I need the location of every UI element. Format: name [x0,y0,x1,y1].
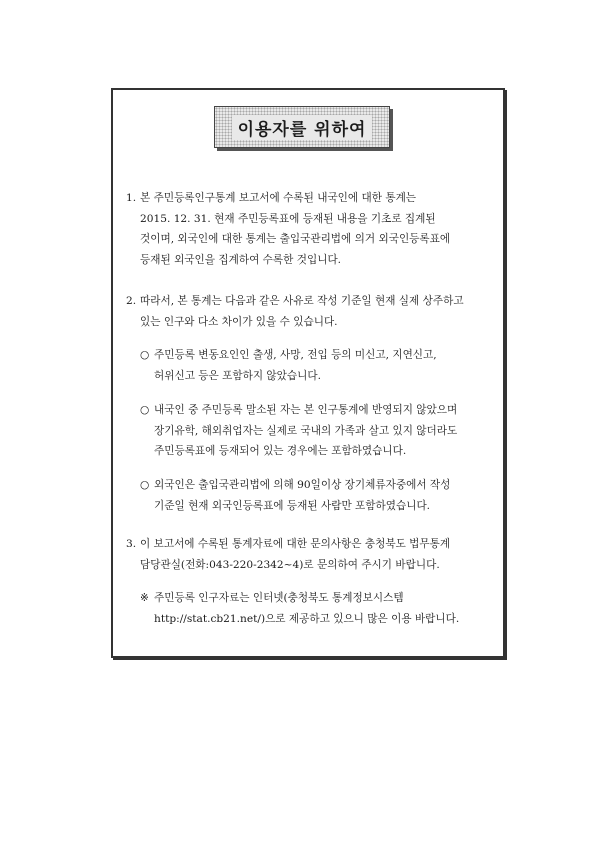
item-2 [126,291,464,332]
item-2-line: 있는 인구와 다소 차이가 있을 수 있습니다. [140,315,338,328]
bullet-1 [140,345,437,386]
reference-note [140,588,460,629]
circle-bullet-icon: ○ [140,404,150,416]
item-3-line: 담당관실(전화:043-220-2342~4)로 문의하여 주시기 바랍니다. [140,558,440,571]
item-3-line: 이 보고서에 수록된 통계자료에 대한 문의사항은 충청북도 법무통계 [140,538,451,550]
bullet-line: 주민등록표에 등재되어 있는 경우에는 포함하였습니다. [154,445,407,457]
bullet-line: 장기유학, 해외취업자는 실제로 국내의 가족과 살고 있지 않더라도 [154,424,458,437]
bullet-3 [140,475,451,516]
bullet-2 [140,400,458,462]
bullet-line: 주민등록 변동요인인 출생, 사망, 전입 등의 미신고, 지연신고, [154,349,437,361]
circle-bullet-icon: ○ [140,479,150,491]
item-1-number: 1. [126,192,137,204]
item-1-line: 것이며, 외국인에 대한 통계는 출입국관리법에 의거 외국인등록표에 [140,233,451,245]
item-1-line: 2015. 12. 31. 현재 주민등록표에 등재된 내용을 기초로 집계된 [140,212,436,225]
bullet-line: 내국인 중 주민등록 말소된 자는 본 인구통계에 반영되지 않았으며 [154,404,458,416]
item-2-line: 따라서, 본 통계는 다음과 같은 사유로 작성 기준일 현재 실제 상주하고 [140,295,464,307]
reference-mark-icon: ※ [140,592,149,604]
title-box [214,106,390,148]
item-1-line: 등재된 외국인을 집계하여 수록한 것입니다. [140,253,342,266]
note-line: http://stat.cb21.net/)으로 제공하고 있으니 많은 이용 바랍니다. [154,612,460,625]
item-3 [126,534,451,575]
item-3-number: 3. [126,538,137,550]
bullet-line: 허위신고 등은 포함하지 않았습니다. [154,369,321,382]
circle-bullet-icon: ○ [140,349,150,361]
note-line: 주민등록 인구자료는 인터넷(충청북도 통계정보시스템 [154,592,404,604]
item-1 [126,188,451,270]
item-2-number: 2. [126,295,137,307]
page-title: 이용자를 위하여 [232,115,373,140]
item-1-line: 본 주민등록인구통계 보고서에 수록된 내국인에 대한 통계는 [140,192,417,204]
bullet-line: 외국인은 출입국관리법에 의해 90일이상 장기체류자중에서 작성 [154,479,451,491]
bullet-line: 기준일 현재 외국인등록표에 등재된 사람만 포함하였습니다. [154,499,431,512]
